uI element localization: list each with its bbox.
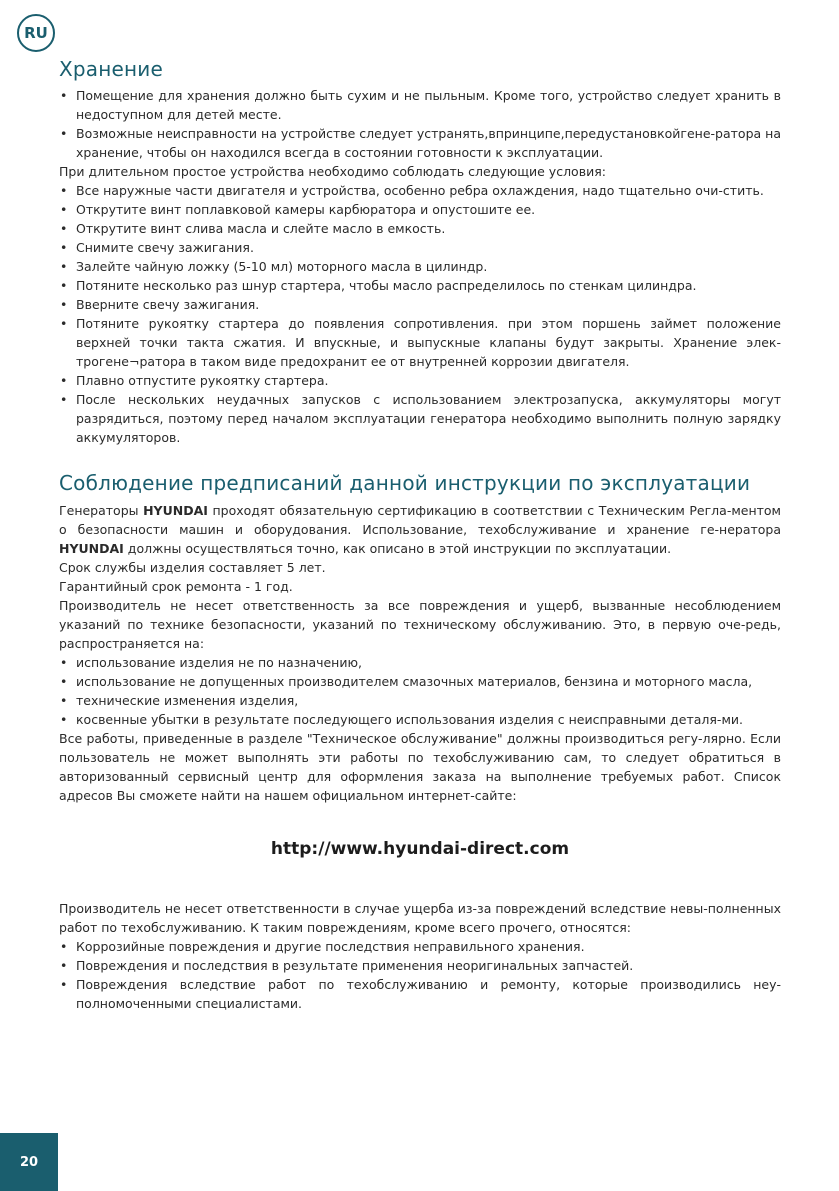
storage-intro: При длительном простое устройства необходимо соблюдать следующие условия: bbox=[59, 164, 606, 179]
list-item: • Помещение для хранения должно быть сухим и не пыльным. Кроме того, устройство следует хранить в недоступном для детей месте. bbox=[59, 86, 781, 124]
list-item: • Снимите свечу зажигания. bbox=[59, 238, 781, 257]
damage-intro: Производитель не несет ответственности в случае ущерба из-за повреждений вследствие невы-полненных работ по техобслуживанию. К таким повреждениям, кроме всего прочего, относятся: bbox=[59, 901, 781, 935]
list-item: • косвенные убытки в результате последующего использования изделия с неисправными деталя-ми. bbox=[59, 710, 781, 729]
warranty-period: Гарантийный срок ремонта - 1 год. bbox=[59, 579, 293, 594]
list-item: • Залейте чайную ложку (5-10 мл) моторного масла в цилиндр. bbox=[59, 257, 781, 276]
brand-name: HYUNDAI bbox=[143, 503, 208, 518]
maintenance-note: Все работы, приведенные в разделе "Техническое обслуживание" должны производиться регу-лярно. Если пользователь не может выполнять эти работы по техобслуживанию сам, то следует обратиться в авторизованный сервисный центр для оформления заказа на выполнение требуемых работ. Список адресов Вы сможете найти на нашем официальном интернет-сайте: bbox=[59, 731, 781, 803]
list-item: • Все наружные части двигателя и устройства, особенно ребра охлаждения, надо тщательно очи-стить. bbox=[59, 181, 781, 200]
list-item: • Повреждения вследствие работ по техобслуживанию и ремонту, которые производились неу-полномоченными специалистами. bbox=[59, 975, 781, 1013]
liability-text: Производитель не несет ответственность за все повреждения и ущерб, вызванные несоблюдением указаний по технике безопасности, указаний по техническому обслуживанию. Это, в первую оче-редь, распространяется на: bbox=[59, 598, 781, 651]
storage-heading: Хранение bbox=[59, 57, 164, 81]
compliance-heading: Соблюдение предписаний данной инструкции по эксплуатации bbox=[59, 471, 751, 495]
list-item: • Открутите винт поплавковой камеры карбюратора и опустошите ее. bbox=[59, 200, 781, 219]
list-item: • После нескольких неудачных запусков с использованием электрозапуска, аккумуляторы могут разрядиться, поэтому перед началом эксплуатации генератора необходимо выполнить полную зарядку аккумуляторов. bbox=[59, 390, 781, 447]
storage-bullets-b bbox=[59, 181, 781, 447]
list-item: • использование не допущенных производителем смазочных материалов, бензина и моторного масла, bbox=[59, 672, 781, 691]
compliance-intro-part2: проходят обязательную сертификацию в соответствии с Техническим Регла-ментом о безопасности машин и оборудования. Использование, техобслуживание и хранение ге-нератора bbox=[59, 503, 781, 537]
damage-bullets bbox=[59, 937, 781, 1013]
website-link[interactable]: http://www.hyundai-direct.com bbox=[270, 839, 570, 859]
storage-bullets-a bbox=[59, 86, 781, 162]
compliance-intro-part3: должны осуществляться точно, как описано в этой инструкции по эксплуатации. bbox=[123, 541, 672, 556]
brand-name: HYUNDAI bbox=[59, 541, 124, 556]
list-item: • Вверните свечу зажигания. bbox=[59, 295, 781, 314]
liability-bullets bbox=[59, 653, 781, 729]
list-item: • использование изделия не по назначению, bbox=[59, 653, 781, 672]
compliance-intro-part1: Генераторы bbox=[59, 503, 144, 518]
list-item: • Возможные неисправности на устройстве следует устранять,впринципе,передустановкойгене-ратора на хранение, чтобы он находился всегда в состоянии готовности к эксплуатации. bbox=[59, 124, 781, 162]
list-item: • Потяните рукоятку стартера до появления сопротивления. при этом поршень займет положение верхней точки такта сжатия. И впускные, и выпускные клапаны будут закрыты. Хранение элек-трогене¬ратора в таком виде предохранит ее от внутренней коррозии двигателя. bbox=[59, 314, 781, 371]
list-item: • Плавно отпустите рукоятку стартера. bbox=[59, 371, 781, 390]
list-item: • Коррозийные повреждения и другие последствия неправильного хранения. bbox=[59, 937, 781, 956]
page-content bbox=[59, 54, 781, 1013]
language-badge: RU bbox=[17, 14, 55, 52]
page-number: 20 bbox=[0, 1133, 58, 1191]
compliance-intro bbox=[59, 501, 781, 558]
list-item: • Открутите винт слива масла и слейте масло в емкость. bbox=[59, 219, 781, 238]
list-item: • Потяните несколько раз шнур стартера, чтобы масло распределилось по стенкам цилиндра. bbox=[59, 276, 781, 295]
list-item: • технические изменения изделия, bbox=[59, 691, 781, 710]
service-life: Срок службы изделия составляет 5 лет. bbox=[59, 560, 326, 575]
list-item: • Повреждения и последствия в результате применения неоригинальных запчастей. bbox=[59, 956, 781, 975]
